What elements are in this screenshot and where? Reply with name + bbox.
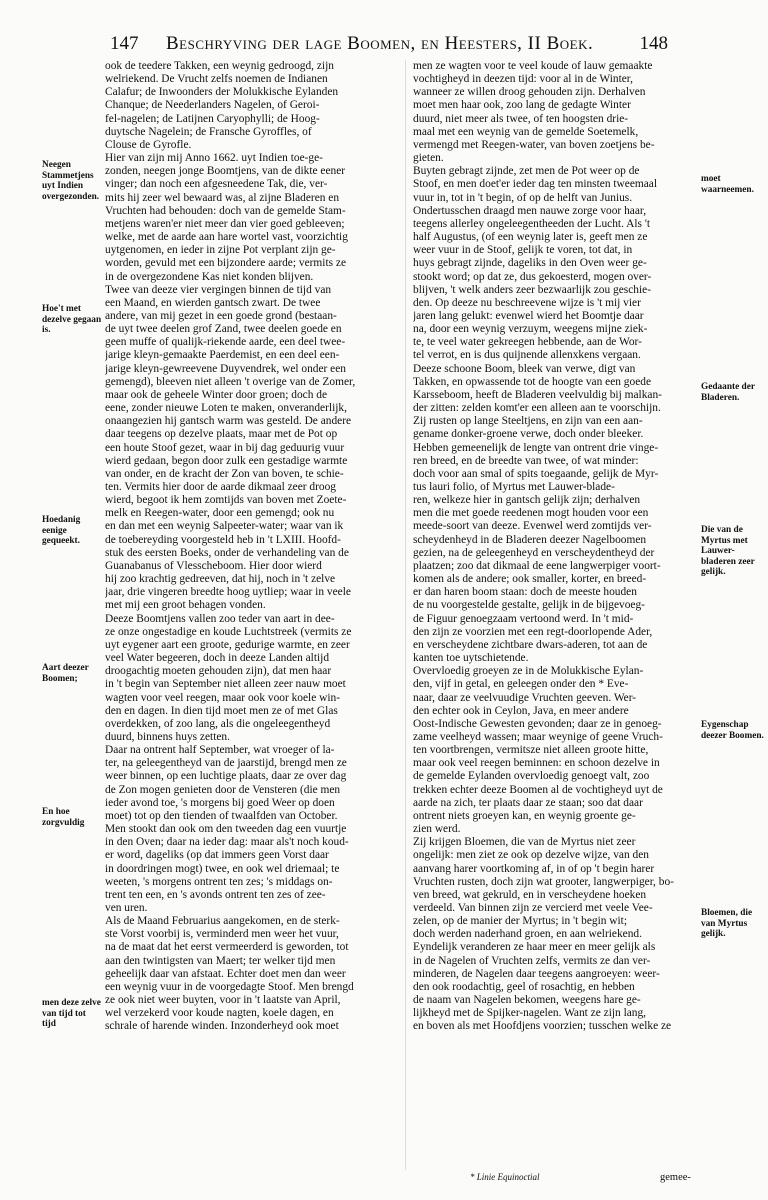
text-line: Deeze Boomtjens vallen zoo teder van aart in dee- (105, 612, 335, 625)
text-line: ze onze ongestadige en koude Luchtstreek (vermits ze (105, 625, 352, 638)
text-line: tel verrot, en is dus quijnende allenxkens vergaan. (413, 349, 641, 362)
text-line: wierd gedaan, begon door zulk een gestadige warmte (105, 454, 348, 467)
text-line: de Zon mogen genieten door de Vensteren (die men (105, 783, 341, 796)
footnote: * Linie Equinoctial (470, 1172, 540, 1182)
text-line: Zij krijgen Bloemen, die van de Myrtus niet zeer (413, 836, 636, 849)
text-line: in de overgezondene Kas niet konden blijven. (105, 270, 314, 283)
text-line: duurd, binnens huys zetten. (105, 730, 230, 743)
text-line: ze ook niet weer buyten, voor in 't laatste van April, (105, 994, 341, 1007)
text-line: ongelijk: men ziet ze ook op dezelve wijze, van den (413, 849, 649, 862)
right-text-column (413, 60, 699, 1034)
text-line: jarige kleyn-gewreevene Duyvendrek, wel onder een (105, 362, 346, 375)
text-line: Chanque; de Neederlanders Nagelen, of Geroi- (105, 99, 320, 112)
text-line: ter, na geleegentheyd van de jaarstijd, brengd men ze (105, 757, 347, 770)
text-line: naar, daar ze veelvuudige Vruchten geeven. Wer- (413, 691, 637, 704)
margin-note-left: Hoedanig eenige gequeekt. (42, 515, 81, 547)
text-line: doch werden naderhand groen, en aan welriekend. (413, 928, 642, 941)
text-line: de naam van Nagelen bekomen, weegens hare ge- (413, 994, 641, 1007)
text-line: teegens allerley ongeleegentheeden der Lucht. Als 't (413, 217, 651, 230)
text-line: scheydenheyd in de Bladeren deezer Nagelboomen (413, 533, 647, 546)
text-line: welriekend. De Vrucht zelfs noemen de Indianen (105, 73, 328, 86)
text-line: Buyten gebragt zijnde, zet men de Pot weer op de (413, 165, 640, 178)
text-line: lijkheyd met de Spijker-nagelen. Want ze zijn lang, (413, 1007, 647, 1020)
text-line: geen muffe of qualijk-riekende aarde, een deel twee- (105, 336, 346, 349)
text-line: plaatzen; zoo dat dikmaal de eene langwerpiger voort- (413, 559, 661, 572)
text-line: de toebereyding voorgesteld heb in 't LXIII. Hoofd- (105, 533, 341, 546)
text-line: wierd, begoot ik hem zomtijds van boven met Zoete- (105, 494, 347, 507)
text-line: gieten. (413, 152, 444, 165)
text-line: Deeze schoone Boom, bleek van verwe, digt van (413, 362, 636, 375)
page-number-right: 148 (639, 33, 668, 54)
text-line: ven uren. (105, 902, 148, 914)
text-line: stuk des eersten Boeks, onder de verhandeling van de (105, 546, 349, 559)
text-line: men die met goede reedenen mogt houden voor een (413, 507, 649, 520)
text-line: duurd, niet meer als twee, of ten hoogsten drie- (413, 112, 629, 125)
text-line: te, te veel water gekreegen hebbende, aan de Wor- (413, 336, 642, 349)
text-line: duytsche Nagelein; de Fransche Gyroffles, of (105, 125, 312, 138)
text-line: jarige kleyn-gemaakte Paerdemist, en een deel een- (105, 349, 340, 362)
text-line: maal met een weynig van de gemelde Soetemelk, (413, 125, 639, 138)
text-line: met mij een groot behagen vonden. (105, 599, 266, 612)
text-line: Guanabanus of Vlesscheboom. Hier door wierd (105, 559, 322, 572)
text-line: stookt word; op dat ze, dus gekoesterd, mogen over- (413, 270, 652, 283)
text-line: weer binnen, op een luchtige plaats, daar ze over dag (105, 770, 347, 783)
text-line: daar teegens op dezelve plaats, maar met de Pot op (105, 428, 338, 441)
text-line: droogachtig moeten gehouden zijn), dat men haar (105, 665, 332, 678)
page-number-left: 147 (110, 33, 139, 54)
text-line: Twee van deeze vier vergingen binnen de tijd van (105, 283, 332, 296)
text-line: na de maat dat het eerst vermeerderd is geworden, tot (105, 941, 349, 954)
text-line: Zij rusten op lange Steeltjens, en zijn van een aan- (413, 415, 643, 428)
text-line: Clouse de Gyrofle. (105, 138, 192, 151)
text-line: gezien, na de geleegenheyd en verscheydentheyd der (413, 546, 655, 559)
margin-note-left: Hoe't met dezelve gegaan is. (42, 304, 102, 336)
text-line: wel verzekerd voor koude nagten, koele dagen, en (105, 1007, 334, 1020)
text-line: Oost-Indische Gewesten gevonden; daar ze in genoeg- (413, 717, 662, 730)
text-line: der zitten: zelden komt'er een alleen aan te voorschijn. (413, 402, 661, 415)
text-line: Karsseboom, heeft de Bladeren veelvuldig bij malkan- (413, 388, 662, 401)
text-line: in den Oven; daar na ieder dag: maar als't noch koud- (105, 836, 349, 849)
running-title: Beschryving der lage Boomen, en Heesters, II Boek. (166, 33, 594, 54)
text-line: er dan haren boom staan: doch de meeste houden (413, 586, 637, 599)
text-line: worden, gevuld met een bijzondere aarde; vermits ze (105, 257, 346, 270)
text-line: de nu voorgestelde gestalte, gelijk in de bijgevoeg- (413, 599, 645, 612)
text-line: en verscheydene zichtbare dwars-aderen, tot aan de (413, 638, 648, 651)
text-line: vermengd met Reegen-water, van boven zoetjens be- (413, 138, 655, 151)
margin-note-left: Aart deezer Boomen; (42, 663, 89, 684)
text-line: in doordringen mogt) twee, en ook wel driemaal; te (105, 862, 340, 875)
text-line: vinger; dan noch een afgesneedene Tak, die, ver- (105, 178, 328, 191)
text-line: moet men haar ook, zoo lang de gedagte Winter (413, 99, 631, 112)
margin-note-left: men deze zelve van tijd tot tijd (42, 998, 101, 1030)
text-line: ste Vorst voorbij is, verminderd men weer het vuur, (105, 928, 339, 941)
text-line: blijven, 't welk anders zeer bezwaarlijk zou geschie- (413, 283, 651, 296)
text-line: in 't begin van September niet alleen zeer nauw moet (105, 678, 346, 691)
text-line: zien werd. (413, 823, 461, 836)
text-line: half Augustus, (of een weynig later is, geeft men ze (413, 231, 648, 244)
text-line: eene, zonder nieuwe Loten te maken, onveranderlijk, (105, 402, 347, 415)
text-line: overdekken, of zoo lang, als die ongeleegentheyd (105, 717, 331, 730)
text-line: Men stookt dan ook om den tweeden dag een vuurtje (105, 823, 347, 836)
text-line: uyt eygener aart een groote, gedurige warmte, en zeer (105, 638, 350, 651)
text-line: den echter ook in Ceylon, Java, en meer andere (413, 704, 629, 717)
text-line: ieder avond toe, 's morgens bij goed Weer op doen (105, 796, 335, 809)
text-line: verdeeld. Van binnen zijn ze vercierd met veele Vee- (413, 902, 653, 914)
text-line: trent ten een, en 's avonds ontrent ten zes of zee- (105, 888, 326, 901)
text-line: in de Nagelen of Vruchten zelfs, vermits ze dan ver- (413, 954, 651, 967)
margin-note-right: Gedaante der Bladeren. (701, 382, 755, 403)
text-line: Hier van zijn mij Anno 1662. uyt Indien toe-ge- (105, 152, 323, 165)
text-line: en dan met een weynig Salpeeter-water; waar van ik (105, 520, 344, 533)
text-line: en boven als met Hoofdjens voorzien; tusschen welke ze (413, 1020, 672, 1033)
text-line: schrale of harende winden. Inzonderheyd ook moet (105, 1020, 339, 1033)
text-line: de Figuur genoegzaam vertoond werd. In 't mid- (413, 612, 634, 625)
text-line: Stoof, en men doet'er ieder dag ten minsten tweemaal (413, 178, 658, 191)
text-line: den zijn ze voorzien met een regt-doorlopende Ader, (413, 625, 653, 638)
text-line: zelen, op de manier der Myrtus; in 't begin wit; (413, 915, 627, 928)
text-line: men ze wagten voor te veel koude of lauw gemaakte (413, 60, 653, 72)
text-line: ven breed, wat gekruld, en in verscheydene hoeken (413, 888, 647, 901)
margin-note-right: Die van de Myrtus met Lauwer-bladeren zeer gelijk. (701, 525, 755, 578)
text-line: Takken, en opwassende tot de hoogte van een goede (413, 375, 652, 388)
text-line: weer vuur in de Stoof, gelijk te voren, tot dat, in (413, 244, 633, 257)
text-line: welke, met de aarde aan hare wortel vast, voorzichtig (105, 231, 348, 244)
text-line: Eyndelijk veranderen ze haar meer en meer gelijk als (413, 941, 656, 954)
text-line: ren, welkeze hier in gantsch gelijk zijn; derhalven (413, 494, 641, 507)
text-line: er word, dageliks (op dat immers geen Vorst daar (105, 849, 329, 862)
text-line: melk en Reegen-water, door een gemengd; ook nu (105, 507, 335, 520)
text-line: trekken echter deeze Boomen al de vochtigheyd uyt de (413, 783, 663, 796)
text-line: maar ook de geheele Winter door groen; doch de (105, 388, 327, 401)
text-line: aarde na zich, ter plaats daar ze staan; soo dat daar (413, 796, 643, 809)
text-line: de uyt twee deelen grof Zand, twee deelen goede en (105, 323, 342, 336)
text-line: geheelijk daar van afstaat. Echter doet men dan weer (105, 967, 346, 980)
text-line: den ook roodachtig, geel of rosachtig, en hebben (413, 980, 635, 993)
text-line: meede-soort van deeze. Evenwel werd zomtijds ver- (413, 520, 652, 533)
text-line: andere, van mij gezet in een goede grond (bestaan- (105, 309, 337, 322)
text-line: moet) tot op den tienden of twaalfden van October. (105, 809, 338, 822)
text-line: Vruchten had behouden: doch van de gemelde Stam- (105, 204, 346, 217)
text-line: de gemelde Eylanden overvloedig genoegt valt, zoo (413, 770, 650, 783)
text-line: wanneer ze willen droog gehouden zijn. Derhalven (413, 86, 646, 99)
text-line: zame veelheyd wassen; maar weynige of geene Vruch- (413, 730, 663, 743)
text-line: wagten voor veel reegen, maar ook voor koele win- (105, 691, 340, 704)
text-line: gename donker-groene verwe, doch onder bleeker. (413, 428, 644, 441)
text-line: weeten, 's morgens ontrent ten zes; 's middags on- (105, 875, 333, 888)
text-line: huys gebragt zijnde, dageliks in den Oven weer ge- (413, 257, 647, 270)
text-line: ook de teedere Takken, een weynig gedroogd, zijn (105, 60, 334, 72)
text-line: minderen, de Nagelen daar teegens aangroeyen: weer- (413, 967, 660, 980)
text-line: den, vijf in getal, en geleegen onder den * Eve- (413, 678, 629, 691)
text-line: maar ook veel reegen beminnen: en schoon dezelve in (413, 757, 660, 770)
text-line: jaar, drie vingeren breedte hoog uytliep; waar in veele (105, 586, 351, 599)
text-line: doch voor aan smal of spits toegaande, gelijk de Myr- (413, 467, 659, 480)
text-line: gemengd), bleeven niet alleen 't overige van de Zomer, (105, 375, 356, 388)
text-line: Als de Maand Februarius aangekomen, en de sterk- (105, 915, 340, 928)
margin-note-left: Neegen Stammetjens uyt Indien overgezonden. (42, 160, 100, 202)
text-line: Ondertusschen draagd men nauwe zorge voor haar, (413, 204, 647, 217)
text-line: Daar na ontrent half September, wat vroeger of la- (105, 744, 335, 757)
text-line: mits hij zeer wel bewaard was, al zijne Bladeren en (105, 191, 340, 204)
text-line: ontrent niets groeyen kan, en weynig groente ge- (413, 809, 636, 822)
text-line: onaangezien hij gantsch warm was gesteld. De andere (105, 415, 352, 428)
text-line: vochtigheyd in deezen tijd: voor al in de Winter, (413, 73, 633, 86)
text-line: Hebben gemeenelijk de lengte van ontrent drie vinge- (413, 441, 659, 454)
text-line: jaren lang gelukt: evenwel wierd het Boomtje daar (413, 309, 644, 322)
text-line: uytgenomen, en ieder in zijne Pot verplant zijn ge- (105, 244, 336, 257)
text-line: van onder, en de kracht der Zon van boven, te schie- (105, 467, 344, 480)
column-divider (405, 60, 406, 1170)
text-line: Calafur; de Inwoonders der Molukkische Eylanden (105, 86, 339, 99)
text-line: vuur in, tot in 't begin, of op de helft van Junius. (413, 191, 633, 204)
text-line: ten voortbrengen, vermitsze niet alleen groote hitte, (413, 744, 649, 757)
text-line: een Maand, en wierden gantsch zwart. De twee (105, 296, 321, 309)
text-line: tus lauri folio, of Myrtus met Lauwer-blade- (413, 481, 615, 493)
margin-note-left: En hoe zorgvuldig (42, 807, 85, 828)
text-line: den. Op deeze nu beschreevene wijze is 't mij vier (413, 296, 641, 309)
running-header (110, 33, 668, 55)
text-line: Vruchten rusten, doch zijn wat grooter, langwerpiger, bo- (413, 875, 674, 888)
text-line: den en dagen. In dien tijd moet men ze of met Glas (105, 704, 338, 717)
text-line: een houte Stoof gezet, waar in bij dag geduurig vuur (105, 441, 345, 454)
text-line: kanten toe uytschietende. (413, 652, 529, 665)
text-line: veel Water begeeren, doch in deeze Landen altijd (105, 652, 330, 665)
margin-note-right: Bloemen, die van Myrtus gelijk. (701, 908, 753, 940)
text-line: ren breed, en de breedte van twee, of wat minder: (413, 454, 639, 467)
margin-note-right: moet waarneemen. (701, 174, 754, 195)
text-line: hij zoo krachtig gedreeven, dat hij, noch in 't zelve (105, 573, 336, 586)
text-line: aanvang harer voortkoming af, in of op 't begin harer (413, 862, 655, 875)
text-line: ten. Vermits hier door de aarde dikmaal zeer droog (105, 481, 336, 493)
text-line: Overvloedig groeyen ze in de Molukkische Eylan- (413, 665, 644, 678)
text-line: komen als de andere; ook smaller, korter, en breed- (413, 573, 647, 586)
text-line: zonden, neegen jonge Boomtjens, van de dikte eener (105, 165, 346, 178)
text-line: fel-nagelen; de Latijnen Caryophylli; de Hoog- (105, 112, 320, 125)
text-line: na, door een weynig verzuym, weegens mijne ziek- (413, 323, 648, 336)
text-line: aan den twintigsten van Maert; ter welker tijd men (105, 954, 336, 967)
text-line: een weynig vuur in de voorgedagte Stoof. Men brengd (105, 980, 354, 993)
left-text-column (105, 60, 399, 1034)
catchword: gemee- (660, 1172, 691, 1183)
margin-note-right: Eygenschap deezer Boomen. (701, 720, 764, 741)
text-line: metjens waren'er niet meer dan vier goed gebleeven; (105, 217, 345, 230)
